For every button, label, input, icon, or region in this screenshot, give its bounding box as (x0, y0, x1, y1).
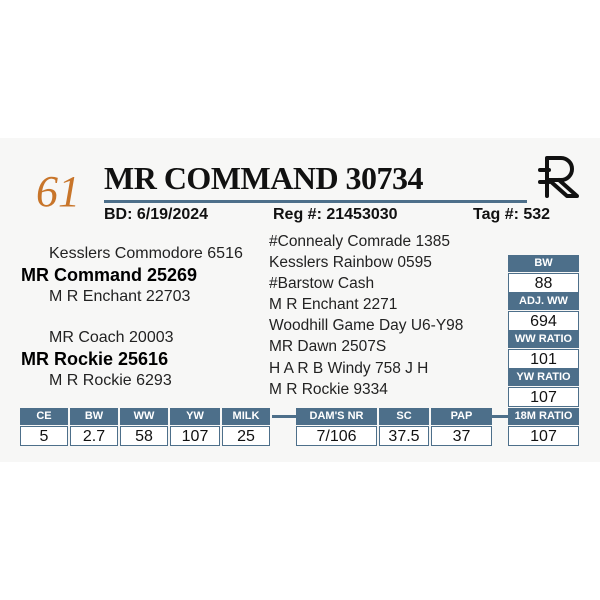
dam-dam: M R Rockie 6293 (49, 372, 172, 389)
ratio-value: 101 (508, 349, 579, 369)
ratio-value: 107 (508, 387, 579, 407)
extended-pedigree-item: M R Enchant 2271 (269, 296, 398, 313)
dam-stat-value-sc: 37.5 (379, 426, 429, 446)
sire-sire: Kesslers Commodore 6516 (49, 245, 243, 262)
sire-name: MR Command 25269 (21, 265, 198, 285)
extended-pedigree-item: M R Rockie 9334 (269, 381, 388, 398)
extended-pedigree-item: Woodhill Game Day U6-Y98 (269, 317, 464, 334)
title-rule (104, 200, 527, 203)
ratio-header: YW RATIO (508, 369, 579, 386)
epd-value-ce: 5 (20, 426, 68, 446)
table-connector (492, 415, 508, 418)
registration-number: Reg #: 21453030 (273, 206, 398, 223)
ratio-value: 694 (508, 311, 579, 331)
epd-value-milk: 25 (222, 426, 270, 446)
epd-header-yw: YW (170, 408, 220, 425)
epd-header-bw: BW (70, 408, 118, 425)
ratio-header: 18M RATIO (508, 408, 579, 425)
epd-header-milk: MILK (222, 408, 270, 425)
epd-value-yw: 107 (170, 426, 220, 446)
dam-name: MR Rockie 25616 (21, 349, 169, 369)
extended-pedigree-item: Kesslers Rainbow 0595 (269, 254, 432, 271)
ratio-header: WW RATIO (508, 331, 579, 348)
ratio-header: ADJ. WW (508, 293, 579, 310)
tag-number: Tag #: 532 (473, 206, 551, 223)
epd-value-ww: 58 (120, 426, 168, 446)
sire-dam: M R Enchant 22703 (49, 288, 191, 305)
ratio-value: 107 (508, 426, 579, 446)
table-connector (272, 415, 296, 418)
epd-header-ww: WW (120, 408, 168, 425)
ratio-header: BW (508, 255, 579, 272)
dam-stat-header-pap: PAP (431, 408, 492, 425)
extended-pedigree-item: #Barstow Cash (269, 275, 375, 292)
birth-date: BD: 6/19/2024 (104, 206, 209, 223)
dam-stat-header-sc: SC (379, 408, 429, 425)
dam-stat-value-nr: 7/106 (296, 426, 377, 446)
dam-stat-value-pap: 37 (431, 426, 492, 446)
extended-pedigree-item: H A R B Windy 758 J H (269, 360, 429, 377)
dam-sire: MR Coach 20003 (49, 329, 174, 346)
lot-number: 61 (36, 167, 80, 216)
animal-name: MR COMMAND 30734 (104, 160, 424, 196)
epd-value-bw: 2.7 (70, 426, 118, 446)
extended-pedigree-item: MR Dawn 2507S (269, 338, 387, 355)
r-brand-icon (537, 152, 581, 200)
dam-stat-header-nr: DAM'S NR (296, 408, 377, 425)
epd-header-ce: CE (20, 408, 68, 425)
extended-pedigree-item: #Connealy Comrade 1385 (269, 233, 450, 250)
ratio-value: 88 (508, 273, 579, 293)
